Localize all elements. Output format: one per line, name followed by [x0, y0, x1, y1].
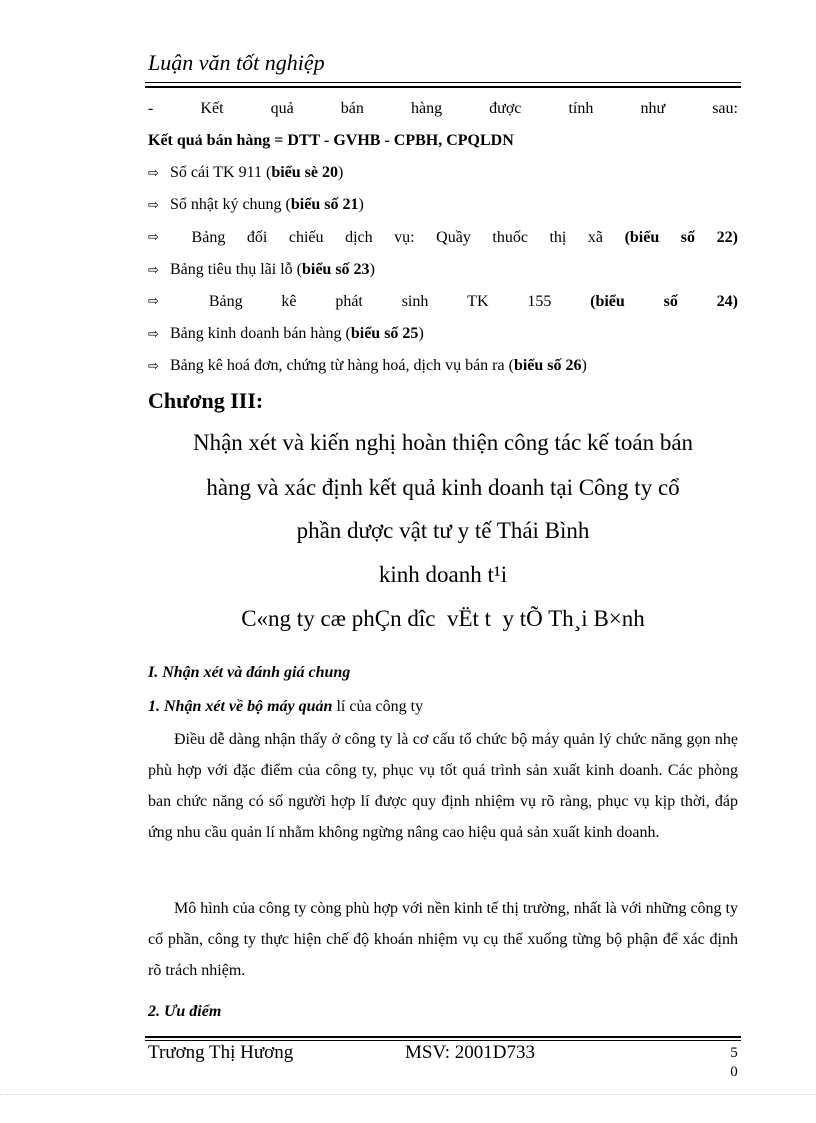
word: tính	[568, 100, 594, 117]
paragraph-text: Điều dễ dàng nhận thấy ở công ty là cơ cấu tổ chức bộ máy quản lý chức năng gọn nhẹ phù hợp với đặc điểm của công ty, phục vụ tốt quá trình sản xuất kinh doanh. Các phòng ban chức năng có số người hợp lí được quy định nhiệm vụ rõ ràng, phục vụ kịp thời, đáp ứng nhu cầu quản lí nhằm không ngừng nâng cao hiệu quả sản xuất kinh doanh.	[148, 731, 738, 841]
subsection-bold: 1. Nhận xét về bộ máy quản	[148, 698, 333, 715]
word: xã	[587, 229, 604, 246]
item-text: Bảng kê hoá đơn, chứng từ hàng hoá, dịch vụ bán ra (	[170, 357, 514, 374]
footer-student-id: MSV: 2001D733	[405, 1042, 536, 1063]
word: -	[148, 100, 154, 117]
paragraph-text: Mô hình của công ty còng phù hợp với nền kinh tế thị trường, nhất là với những công ty cổ phần, công ty thực hiện chế độ khoán nhiệm vụ cụ thể xuống từng bộ phận để xác định rõ trách nhiệm.	[148, 900, 738, 979]
reference-item-6	[148, 324, 738, 345]
chapter-title-line-2: hàng và xác định kết quả kinh doanh tại Công ty cổ	[206, 475, 680, 500]
item-end: )	[581, 357, 587, 374]
paragraph-1	[148, 724, 738, 848]
word: bán	[340, 100, 364, 117]
chapter-title-line-4: kinh doanh t¹i	[378, 562, 508, 587]
item-end: )	[418, 325, 424, 342]
item-bold: biểu số 26	[513, 357, 582, 374]
word: quả	[270, 100, 294, 117]
subsection-heading-1	[148, 697, 738, 717]
arrow-icon: ⇨	[148, 327, 159, 342]
reference-item-2	[148, 195, 738, 216]
word: Bảng	[191, 229, 226, 246]
arrow-icon: ⇨	[148, 198, 159, 213]
word: Bảng	[208, 293, 243, 310]
word: sinh	[401, 293, 429, 310]
arrow-icon: ⇨	[148, 230, 159, 245]
arrow-icon: ⇨	[148, 166, 159, 181]
word: vụ:	[394, 229, 415, 246]
reference-item-7	[148, 356, 738, 377]
page-edge-dotted-line	[0, 1094, 816, 1095]
formula-line: Kết quả bán hàng = DTT - GVHB - CPBH, CPQLDN	[148, 132, 514, 149]
word: như	[640, 100, 666, 117]
item-text: Sổ cái TK 911 (	[170, 164, 272, 181]
word: kê	[281, 293, 297, 310]
word: đối	[246, 229, 268, 246]
reference-item-1	[148, 163, 738, 184]
word: (biểu	[590, 293, 625, 310]
item-text: Bảng kinh doanh bán hàng (	[170, 325, 351, 342]
footer-rule-bottom	[145, 1040, 741, 1041]
item-bold: biểu sè 20	[271, 164, 338, 181]
item-end: )	[338, 164, 344, 181]
chapter-title-line-3: phần dược vật tư y tế Thái Bình	[296, 518, 590, 543]
word: Kết	[200, 100, 224, 117]
item-bold: biểu số 23	[301, 261, 370, 278]
header-rule-bottom	[145, 86, 741, 88]
word: số	[663, 293, 678, 310]
reference-item-3	[148, 228, 738, 248]
reference-item-5	[148, 292, 738, 312]
section-heading: I. Nhận xét và đánh giá chung	[148, 664, 351, 681]
word: thuốc	[492, 229, 528, 246]
item-text: Bảng tiêu thụ lãi lỗ (	[170, 261, 302, 278]
item-end: )	[358, 196, 364, 213]
word: thị	[549, 229, 567, 246]
page-number-digit-2: 0	[730, 1064, 738, 1080]
chapter-title-line-5: C«ng ty cæ phÇn dîc vËt t y tÕ Th¸i B×nh	[241, 606, 645, 631]
word: phát	[335, 293, 363, 310]
word: 155	[527, 293, 552, 310]
item-end: )	[369, 261, 375, 278]
page-header-title: Luận văn tốt nghiệp	[148, 50, 325, 75]
arrow-icon: ⇨	[148, 263, 159, 278]
word: 24)	[716, 293, 738, 310]
word: sau:	[712, 100, 738, 117]
reference-item-4	[148, 260, 738, 281]
word: dịch	[345, 229, 373, 246]
page-number-digit-1: 5	[730, 1045, 738, 1061]
footer-rule-top	[145, 1036, 741, 1038]
word: được	[489, 100, 522, 117]
word: chiếu	[288, 229, 324, 246]
paragraph-2	[148, 893, 738, 986]
word: hàng	[410, 100, 443, 117]
subsection-heading-2: 2. Ưu điểm	[148, 1003, 222, 1020]
arrow-icon: ⇨	[148, 294, 159, 309]
chapter-title-line-1: Nhận xét và kiến nghị hoàn thiện công tác kế toán bán	[192, 430, 694, 455]
word: (biểu	[624, 229, 660, 246]
item-bold: biểu số 21	[290, 196, 359, 213]
word: số	[680, 229, 696, 246]
result-intro-line	[148, 99, 738, 119]
header-rule-top	[145, 82, 741, 83]
subsection-rest: lí của công ty	[332, 698, 424, 715]
item-text: Sổ nhật ký chung (	[170, 196, 291, 213]
word: Quầy	[436, 229, 471, 246]
word: TK	[467, 293, 489, 310]
arrow-icon: ⇨	[148, 359, 159, 374]
footer-author: Trương Thị Hương	[148, 1042, 294, 1063]
word: 22)	[716, 229, 738, 246]
chapter-label: Chương III:	[148, 388, 264, 413]
item-bold: biểu số 25	[350, 325, 419, 342]
